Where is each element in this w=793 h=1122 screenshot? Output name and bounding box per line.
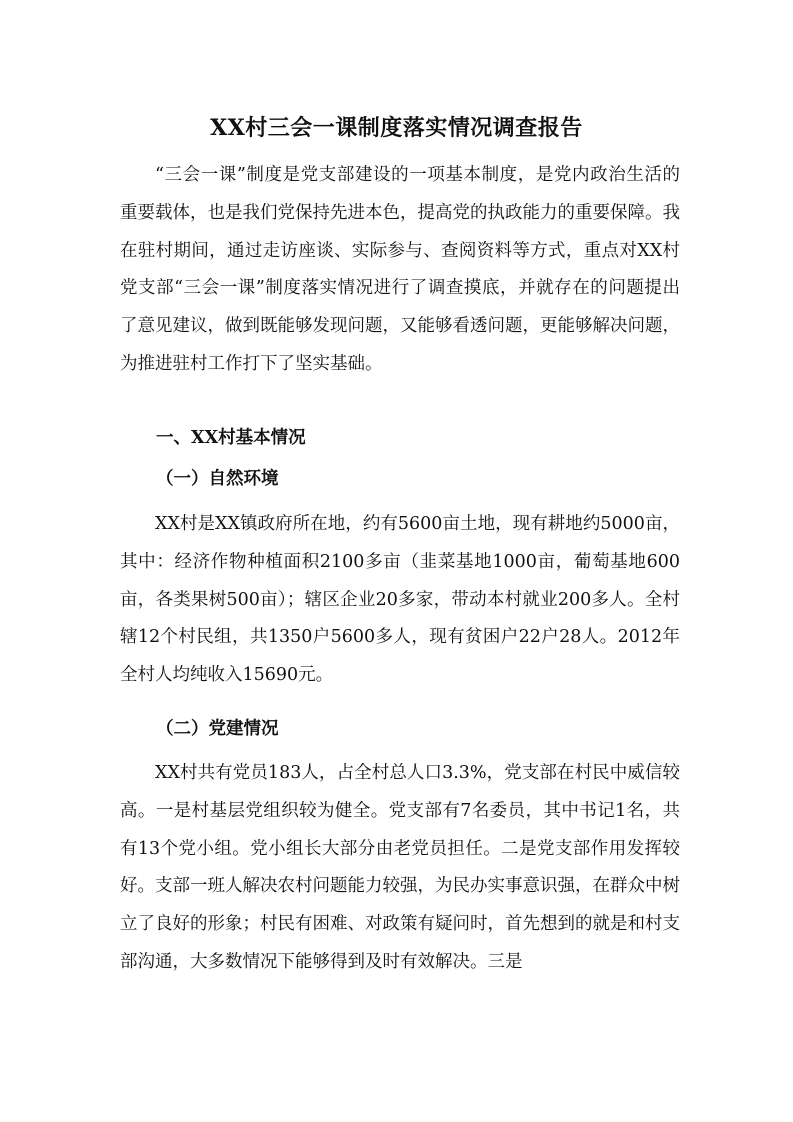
intro-paragraph: “三会一课”制度是党支部建设的一项基本制度，是党内政治生活的重要载体，也是我们党保持先进本色，提高党的执政能力的重要保障。我在驻村期间，通过走访座谈、实际参与、查阅资料等方式，重点对XX村党支部“三会一课”制度落实情况进行了调查摸底，并就存在的问题提出了意见建议，做到既能够发现问题，又能够看透问题，更能够解决问题，为推进驻村工作打下了坚实基础。 — [120, 165, 680, 374]
party-building-paragraph: XX村共有党员183人，占全村总人口3.3%，党支部在村民中威信较高。一是村基层党组织较为健全。党支部有7名委员，其中书记1名，共有13个党小组。党小组长大部分由老党员担任。二是党支部作用发挥较好。支部一班人解决农村问题能力较强，为民办实事意识强，在群众中树立了良好的形象；村民有困难、对政策有疑问时，首先想到的就是和村支部沟通，大多数情况下能够得到及时有效解决。三是 — [120, 763, 680, 972]
subsection-heading-natural-environment: （一）自然环境 — [156, 469, 279, 489]
subsection-heading-party-building: （二）党建情况 — [156, 719, 279, 739]
document-title: XX村三会一课制度落实情况调查报告 — [210, 115, 583, 141]
natural-environment-paragraph: XX村是XX镇政府所在地，约有5600亩土地，现有耕地约5000亩，其中：经济作物种植面积2100多亩（韭菜基地1000亩，葡萄基地600亩，各类果树500亩）；辖区企业20多家，带动本村就业200多人。全村辖12个村民组，共1350户5600多人，现有贫困户22户28人。2012年全村人均纯收入15690元。 — [120, 514, 680, 686]
section-heading-basic-info: 一、XX村基本情况 — [156, 428, 306, 448]
